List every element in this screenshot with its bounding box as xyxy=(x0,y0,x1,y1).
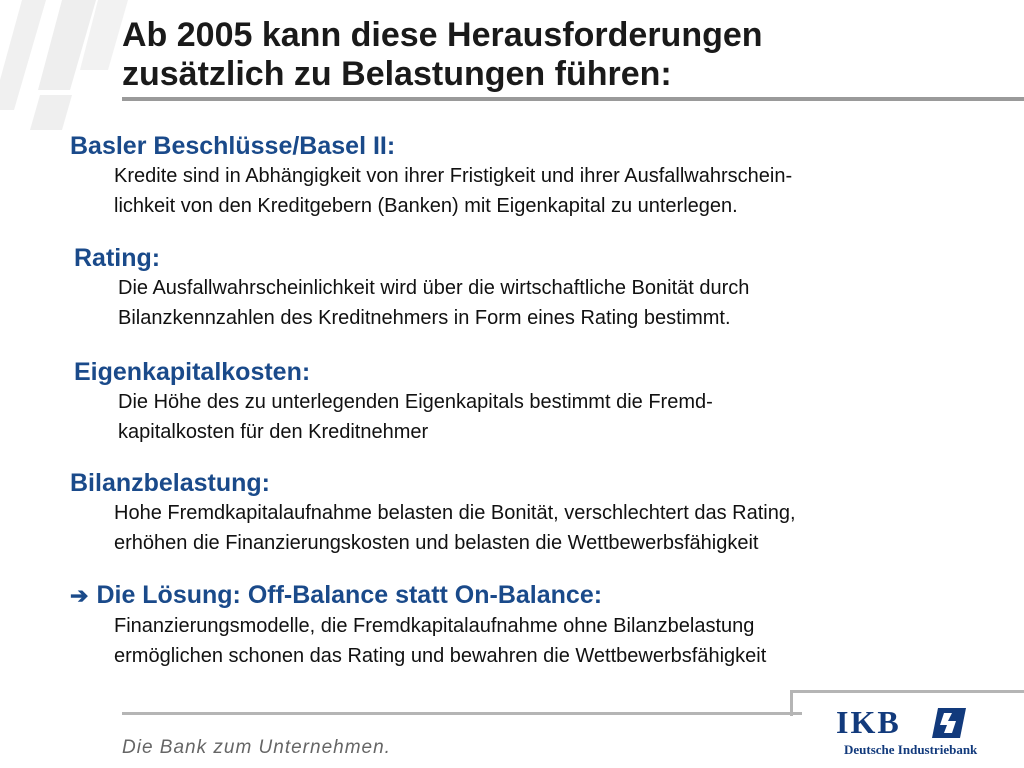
section-text-line: Finanzierungsmodelle, die Fremdkapitalaufnahme ohne Bilanzbelastung xyxy=(114,615,755,637)
logo-subtitle: Deutsche Industriebank xyxy=(844,742,978,757)
section-heading: Eigenkapitalkosten: xyxy=(74,358,311,386)
section-text-line: Hohe Fremdkapitalaufnahme belasten die Bonität, verschlechtert das Rating, xyxy=(114,502,796,524)
footer-divider-step xyxy=(790,690,793,716)
section-loesung xyxy=(70,580,766,671)
ikb-mark-icon xyxy=(932,708,966,738)
section-heading: Rating: xyxy=(74,244,161,272)
arrow-right-icon: ➔ xyxy=(70,583,89,608)
section-text-line: Bilanzkennzahlen des Kreditnehmers in Form eines Rating bestimmt. xyxy=(118,307,731,329)
footer-slogan: Die Bank zum Unternehmen. xyxy=(122,737,391,758)
section-eigenkapitalkosten xyxy=(74,357,713,447)
section-text-line: ermöglichen schonen das Rating und bewahren die Wettbewerbsfähigkeit xyxy=(114,645,767,667)
solution-heading-text: Die Lösung: Off-Balance statt On-Balance: xyxy=(96,581,603,609)
section-text-line: Die Höhe des zu unterlegenden Eigenkapitals bestimmt die Fremd- xyxy=(118,391,713,413)
section-bilanzbelastung xyxy=(70,468,796,558)
title-line-2: zusätzlich zu Belastungen führen: xyxy=(122,55,672,93)
footer-divider-upper xyxy=(790,690,1024,693)
section-text-line: erhöhen die Finanzierungskosten und belasten die Wettbewerbsfähigkeit xyxy=(114,532,759,554)
footer-divider xyxy=(122,712,802,715)
section-text-line: kapitalkosten für den Kreditnehmer xyxy=(118,421,429,443)
section-text-line: Kredite sind in Abhängigkeit von ihrer Fristigkeit und ihrer Ausfallwahrschein- xyxy=(114,165,793,187)
corner-decoration-icon xyxy=(0,0,130,130)
section-heading-solution xyxy=(70,580,766,611)
ikb-logo xyxy=(836,704,1016,764)
logo-text: IKB xyxy=(836,704,901,740)
title-divider xyxy=(122,97,1024,101)
section-rating xyxy=(74,243,749,333)
section-heading: Bilanzbelastung: xyxy=(70,469,271,497)
section-text-line: lichkeit von den Kreditgebern (Banken) mit Eigenkapital zu unterlegen. xyxy=(114,195,738,217)
section-heading: Basler Beschlüsse/Basel II: xyxy=(70,132,396,160)
title-line-1: Ab 2005 kann diese Herausforderungen xyxy=(122,16,763,54)
section-text-line: Die Ausfallwahrscheinlichkeit wird über die wirtschaftliche Bonität durch xyxy=(118,277,750,299)
section-basel xyxy=(70,131,792,221)
slide-title xyxy=(122,16,763,94)
